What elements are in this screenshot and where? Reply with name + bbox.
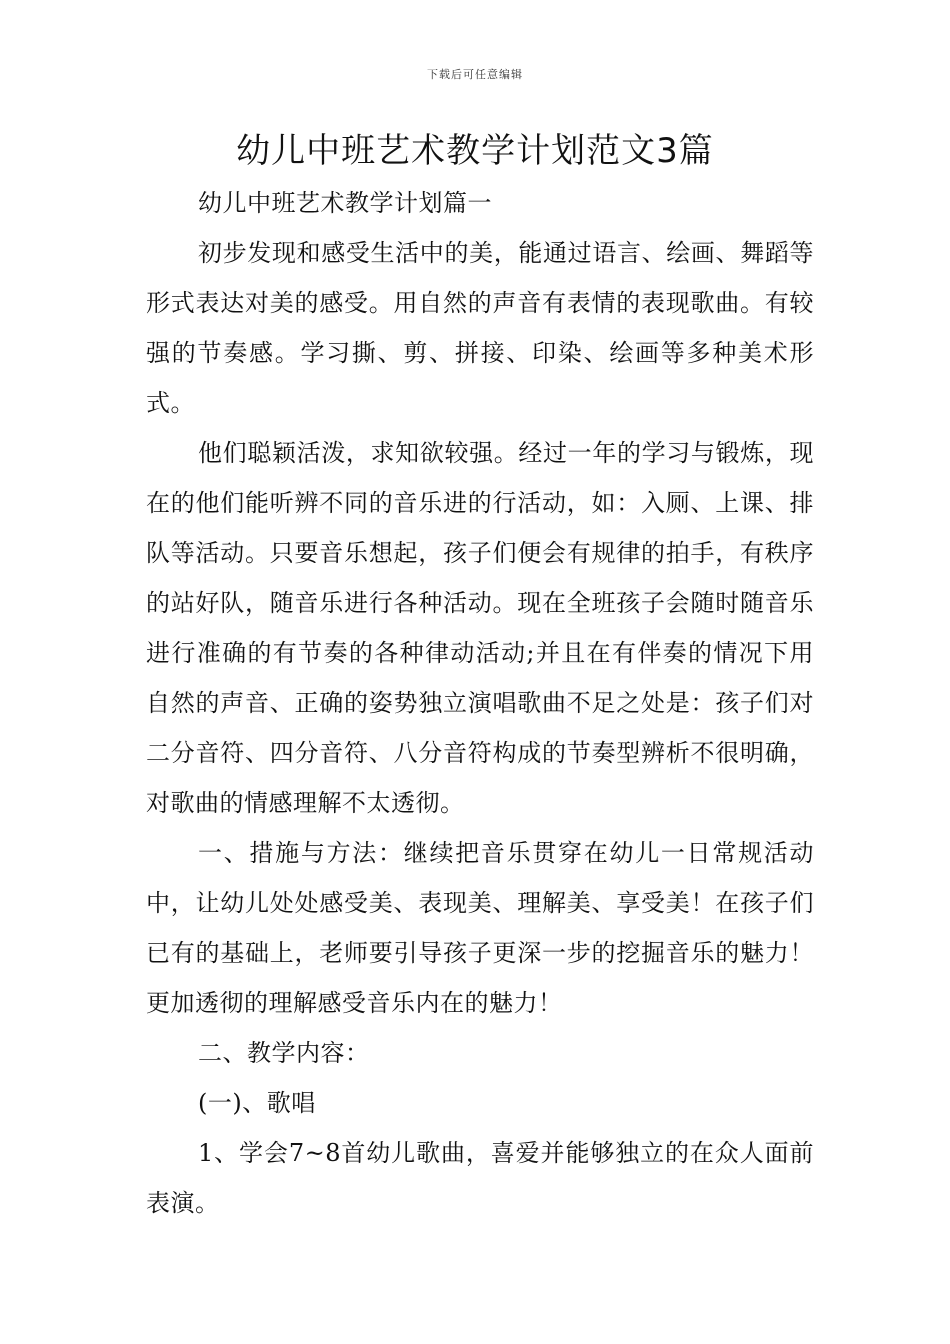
paragraph-goals: 初步发现和感受生活中的美，能通过语言、绘画、舞蹈等形式表达对美的感受。用自然的声音有表情的表现歌曲。有较强的节奏感。学习撕、剪、拼接、印染、绘画等多种美术形式。 xyxy=(146,239,814,417)
paragraph-singing-item-1: 1、学会7~8首幼儿歌曲，喜爱并能够独立的在众人面前表演。 xyxy=(146,1139,814,1217)
header-note: 下载后可任意编辑 xyxy=(427,68,523,81)
section-heading: 幼儿中班艺术教学计划篇一 xyxy=(198,189,492,217)
paragraph-situation: 他们聪颖活泼，求知欲较强。经过一年的学习与锻炼，现在的他们能听辨不同的音乐进的行活动，如：入厕、上课、排队等活动。只要音乐想起，孩子们便会有规律的拍手，有秩序的站好队，随音乐进行各种活动。现在全班孩子会随时随音乐进行准确的有节奏的各种律动活动;并且在有伴奏的情况下用自然的声音、正确的姿势独立演唱歌曲不足之处是：孩子们对二分音符、四分音符、八分音符构成的节奏型辨析不很明确，对歌曲的情感理解不太透彻。 xyxy=(146,439,814,817)
document-title: 幼儿中班艺术教学计划范文3篇 xyxy=(236,131,714,171)
document-body xyxy=(146,178,814,1228)
paragraph-singing-heading: (一)、歌唱 xyxy=(198,1089,316,1117)
paragraph-measures: 一、措施与方法：继续把音乐贯穿在幼儿一日常规活动中，让幼儿处处感受美、表现美、理解美、享受美！在孩子们已有的基础上，老师要引导孩子更深一步的挖掘音乐的魅力！更加透彻的理解感受音乐内在的魅力！ xyxy=(146,839,814,1017)
paragraph-content-heading: 二、教学内容： xyxy=(198,1039,370,1067)
